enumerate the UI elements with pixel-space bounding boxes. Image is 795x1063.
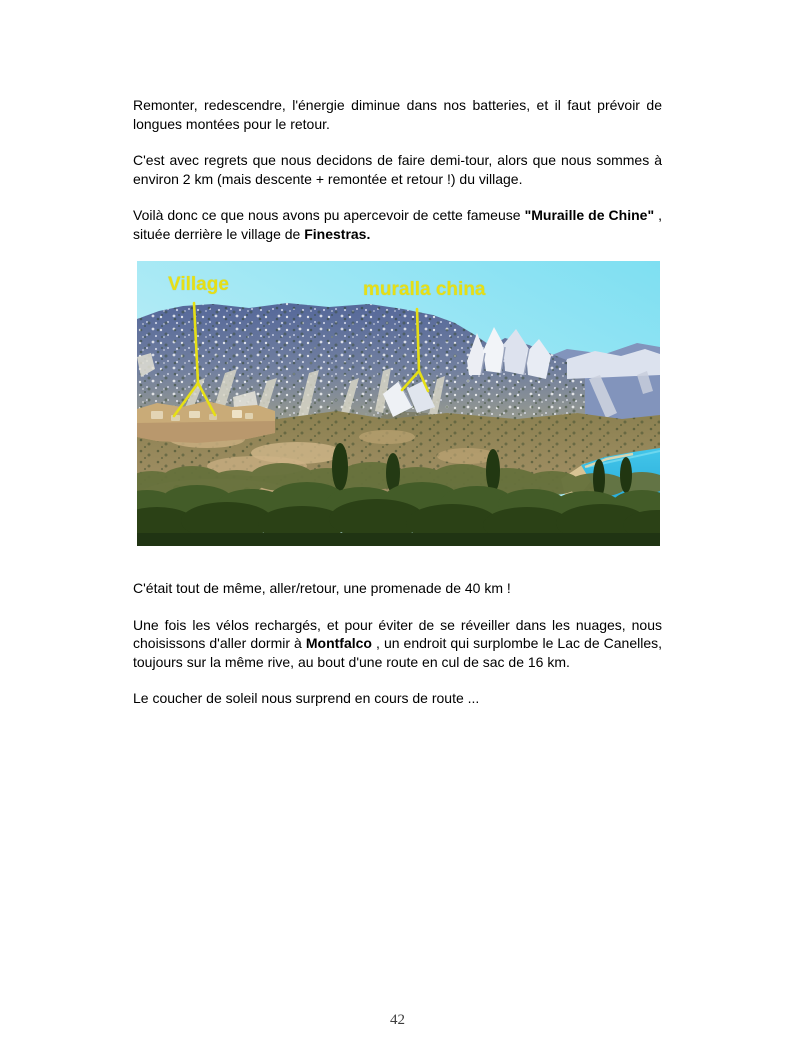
paragraph-5 xyxy=(133,616,662,672)
text-run: , un endroit qui surplombe le Lac de Canelles, toujours sur la même rive, au bout d'une route en cul de sac de 16 km. xyxy=(133,635,663,670)
paragraph-2: C'est avec regrets que nous decidons de faire demi-tour, alors que nous sommes à environ 2 km (mais descente + remontée et retour !) du village. xyxy=(133,152,662,187)
landscape-photo xyxy=(137,261,660,546)
text-run: Voilà donc ce que nous avons pu apercevoir de cette fameuse xyxy=(133,207,525,223)
photo-label-village: Village xyxy=(168,274,229,295)
photo-label-muralla-china: muralla china xyxy=(363,279,486,300)
bold-text-run: "Muraille de Chine" xyxy=(524,207,655,223)
paragraph-1: Remonter, redescendre, l'énergie diminue dans nos batteries, et il faut prévoir de longues montées pour le retour. xyxy=(133,97,662,132)
landscape-photo-graphic xyxy=(137,261,660,546)
paragraph-3 xyxy=(133,206,662,243)
text-run: , située derrière le village de xyxy=(133,207,663,242)
paragraph-4: C'était tout de même, aller/retour, une promenade de 40 km ! xyxy=(133,580,511,596)
paragraph-6: Le coucher de soleil nous surprend en cours de route ... xyxy=(133,690,480,706)
page-number: 42 xyxy=(390,1012,405,1028)
bold-text-run: Finestras. xyxy=(304,225,371,242)
text-run: Une fois les vélos rechargés, et pour éviter de se réveiller dans les nuages, nous choisissons d'aller dormir à xyxy=(133,616,662,651)
village-rock-outcrop xyxy=(137,401,275,443)
bold-text-run: Montfalco xyxy=(305,635,372,651)
document-body xyxy=(133,96,662,726)
